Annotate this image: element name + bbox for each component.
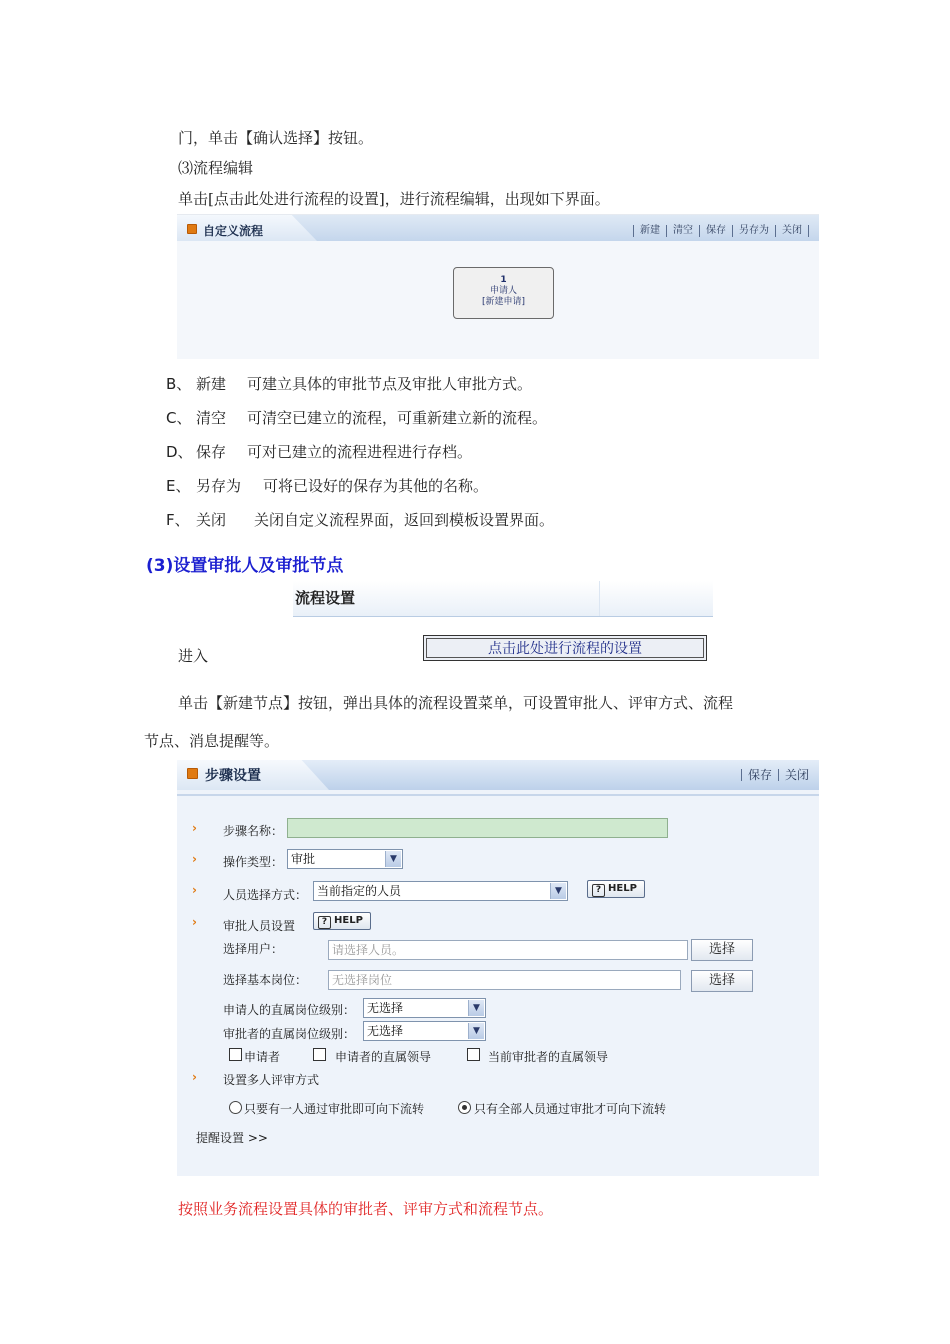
toolbar-save-button[interactable]: 保存 bbox=[699, 225, 732, 237]
approver-level-select[interactable] bbox=[363, 1021, 486, 1041]
applicant-checkbox-label: 申请者 bbox=[244, 1050, 281, 1064]
list-item-desc: 可对已建立的流程进程进行存档。 bbox=[247, 443, 473, 461]
list-item-letter: D、 bbox=[166, 443, 193, 461]
toolbar-clear-button[interactable]: 清空 bbox=[666, 225, 699, 237]
list-item-desc: 可清空已建立的流程，可重新建立新的流程。 bbox=[247, 409, 548, 427]
select-post-button[interactable]: 选择 bbox=[691, 970, 753, 992]
paragraph-flow-edit: 单击[点击此处进行流程的设置]，进行流程编辑，出现如下界面。 bbox=[178, 190, 610, 208]
flow-setting-header bbox=[293, 581, 713, 617]
row-arrow-icon: › bbox=[192, 852, 197, 866]
list-item-desc: 关闭自定义流程界面，返回到模板设置界面。 bbox=[254, 511, 555, 529]
flow-toolbar bbox=[633, 225, 809, 237]
node-role: 申请人 bbox=[489, 286, 517, 296]
list-item-desc: 可将已设好的保存为其他的名称。 bbox=[263, 477, 489, 495]
flow-node[interactable] bbox=[453, 267, 554, 319]
step-close-button[interactable]: 关闭 bbox=[778, 769, 815, 781]
row-arrow-icon: › bbox=[192, 821, 197, 835]
paragraph-new-node: 单击【新建节点】按钮，弹出具体的流程设置菜单，可设置审批人、评审方式、流程 bbox=[178, 694, 734, 712]
op-type-select[interactable] bbox=[287, 849, 403, 869]
panel-title: 自定义流程 bbox=[203, 224, 264, 238]
list-item-name: 另存为 bbox=[196, 477, 242, 495]
person-select-value: 当前指定的人员 bbox=[317, 884, 402, 898]
row-arrow-icon: › bbox=[192, 1070, 197, 1084]
chevron-down-icon: ▼ bbox=[550, 883, 566, 899]
op-type-value: 审批 bbox=[291, 852, 316, 866]
toolbar-close-button[interactable]: 关闭 bbox=[775, 225, 809, 237]
select-user-label: 选择用户： bbox=[223, 942, 284, 956]
row-arrow-icon: › bbox=[192, 915, 197, 929]
list-item-letter: E、 bbox=[166, 477, 191, 495]
person-select-label: 人员选择方式： bbox=[223, 888, 308, 902]
node-number: 1 bbox=[500, 275, 507, 285]
select-user-input[interactable]: 请选择人员。 bbox=[328, 940, 688, 960]
caption: 按照业务流程设置具体的审批者、评审方式和流程节点。 bbox=[178, 1200, 554, 1218]
applicant-level-label: 申请人的直属岗位级别： bbox=[223, 1003, 356, 1017]
step-name-input[interactable] bbox=[287, 818, 668, 838]
applicant-level-value: 无选择 bbox=[367, 1001, 404, 1015]
review-all-label: 只有全部人员通过审批才可向下流转 bbox=[474, 1102, 667, 1116]
flow-setting-button-label: 点击此处进行流程的设置 bbox=[488, 641, 642, 657]
help-icon: ? bbox=[318, 916, 331, 929]
custom-flow-panel bbox=[177, 214, 819, 359]
help-button[interactable] bbox=[587, 880, 645, 898]
chevron-down-icon: ▼ bbox=[468, 1023, 484, 1039]
multi-review-label: 设置多人评审方式 bbox=[223, 1073, 320, 1087]
flow-setting-title: 流程设置 bbox=[295, 589, 356, 607]
divider bbox=[177, 794, 819, 796]
approver-settings-label: 审批人员设置 bbox=[223, 919, 296, 933]
flow-setting-button[interactable] bbox=[423, 635, 707, 661]
help-label: HELP bbox=[608, 883, 637, 894]
list-item-letter: F、 bbox=[166, 511, 190, 529]
toolbar-save-as-button[interactable]: 另存为 bbox=[732, 225, 775, 237]
paragraph-step-heading: ⑶流程编辑 bbox=[178, 159, 254, 177]
person-select[interactable] bbox=[313, 881, 568, 901]
step-save-button[interactable]: 保存 bbox=[741, 769, 778, 781]
list-item-desc: 可建立具体的审批节点及审批人审批方式。 bbox=[247, 375, 533, 393]
panel-bullet-icon bbox=[187, 224, 197, 234]
help-button[interactable] bbox=[313, 912, 371, 930]
list-item-name: 新建 bbox=[196, 375, 227, 393]
help-icon: ? bbox=[592, 884, 605, 897]
chevron-down-icon: ▼ bbox=[468, 1000, 484, 1016]
step-toolbar bbox=[741, 769, 815, 781]
list-item-letter: B、 bbox=[166, 375, 192, 393]
enter-label: 进入 bbox=[178, 647, 209, 665]
panel-title: 步骤设置 bbox=[205, 768, 261, 784]
applicant-level-select[interactable] bbox=[363, 998, 486, 1018]
select-user-button[interactable]: 选择 bbox=[691, 939, 753, 961]
section-heading: (3)设置审批人及审批节点 bbox=[146, 556, 344, 576]
paragraph-confirm: 门，单击【确认选择】按钮。 bbox=[178, 129, 374, 147]
select-post-label: 选择基本岗位： bbox=[223, 973, 308, 987]
review-any-label: 只要有一人通过审批即可向下流转 bbox=[244, 1102, 425, 1116]
divider bbox=[599, 581, 600, 616]
approver-level-label: 审批者的直属岗位级别： bbox=[223, 1027, 356, 1041]
step-name-label: 步骤名称： bbox=[223, 824, 284, 838]
approver-leader-checkbox-label: 当前审批者的直属领导 bbox=[488, 1050, 609, 1064]
help-label: HELP bbox=[334, 915, 363, 926]
approver-level-value: 无选择 bbox=[367, 1024, 404, 1038]
node-action: [新建申请] bbox=[481, 297, 526, 307]
review-all-radio[interactable] bbox=[458, 1101, 471, 1114]
chevron-down-icon: ▼ bbox=[385, 851, 401, 867]
reminder-settings-link[interactable]: 提醒设置 >> bbox=[196, 1131, 268, 1145]
list-item-name: 清空 bbox=[196, 409, 227, 427]
list-item-letter: C、 bbox=[166, 409, 192, 427]
approver-leader-checkbox[interactable] bbox=[467, 1048, 480, 1061]
review-any-radio[interactable] bbox=[229, 1101, 242, 1114]
toolbar-new-button[interactable]: 新建 bbox=[633, 225, 666, 237]
paragraph-new-node-cont: 节点、消息提醒等。 bbox=[144, 732, 280, 750]
list-item-name: 关闭 bbox=[196, 511, 227, 529]
step-settings-panel bbox=[177, 760, 819, 1176]
row-arrow-icon: › bbox=[192, 883, 197, 897]
applicant-leader-checkbox-label: 申请者的直属领导 bbox=[335, 1050, 432, 1064]
op-type-label: 操作类型： bbox=[223, 855, 284, 869]
applicant-checkbox[interactable] bbox=[229, 1048, 242, 1061]
applicant-leader-checkbox[interactable] bbox=[313, 1048, 326, 1061]
select-post-input[interactable]: 无选择岗位 bbox=[328, 970, 681, 990]
list-item-name: 保存 bbox=[196, 443, 227, 461]
panel-bullet-icon bbox=[187, 768, 198, 779]
